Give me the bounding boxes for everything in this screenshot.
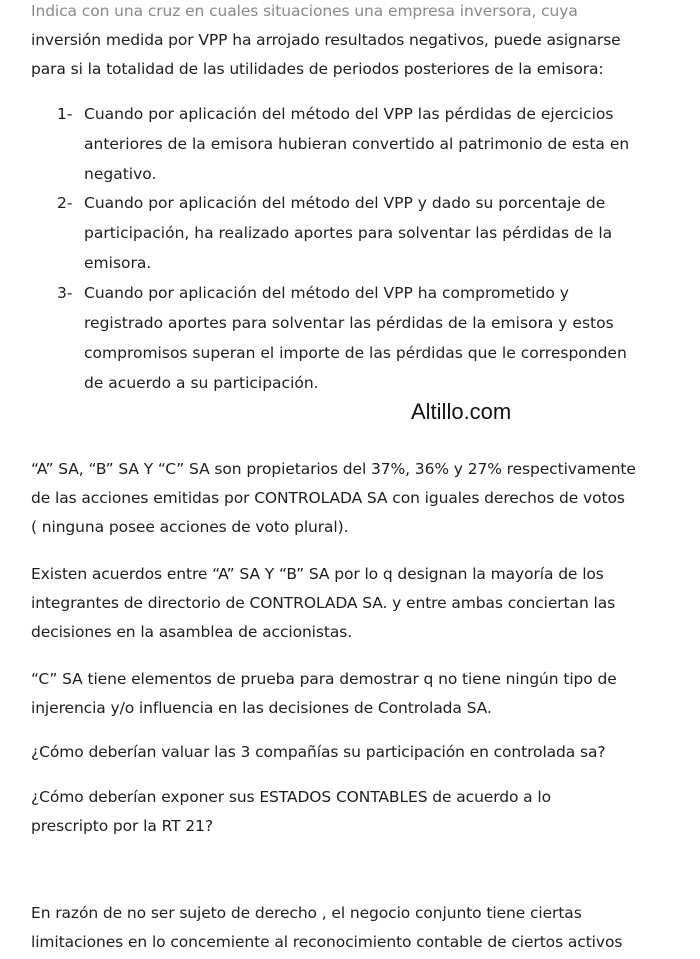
list-line: Cuando por aplicación del método del VPP ha comprometido y (84, 284, 569, 302)
paragraph-line: prescripto por la RT 21? (31, 817, 213, 835)
list-line: Cuando por aplicación del método del VPP las pérdidas de ejercicios (84, 105, 614, 123)
list-number: 2- (57, 194, 73, 212)
paragraph-line: decisiones en la asamblea de accionistas. (31, 623, 353, 641)
question-paragraph (31, 783, 696, 841)
intro-line: Indica con una cruz en cuales situaciones una empresa inversora, cuya (31, 2, 578, 20)
paragraph-line: ( ninguna posee acciones de voto plural). (31, 518, 349, 536)
paragraph-line: “C” SA tiene elementos de prueba para demostrar q no tiene ningún tipo de (31, 670, 617, 688)
intro-line: inversión medida por VPP ha arrojado resultados negativos, puede asignarse (31, 31, 621, 49)
list-line: compromisos superan el importe de las pérdidas que le corresponden (84, 344, 627, 362)
list-line: negativo. (84, 165, 157, 183)
intro-paragraph (31, 0, 696, 84)
paragraph-line: injerencia y/o influencia en las decisiones de Controlada SA. (31, 699, 492, 717)
paragraph-line: ¿Cómo deberían valuar las 3 compañías su participación en controlada sa? (31, 743, 606, 761)
paragraph-line: En razón de no ser sujeto de derecho , el negocio conjunto tiene ciertas (31, 904, 582, 922)
body-paragraph (31, 560, 696, 647)
list-text (84, 99, 629, 189)
list-text (84, 188, 612, 278)
list-line: de acuerdo a su participación. (84, 374, 319, 392)
paragraph-line: integrantes de directorio de CONTROLADA SA. y entre ambas conciertan las (31, 594, 616, 612)
paragraph-line: de las acciones emitidas por CONTROLADA SA con iguales derechos de votos (31, 489, 625, 507)
watermark-text: Altillo.com (411, 399, 512, 424)
list-line: Cuando por aplicación del método del VPP y dado su porcentaje de (84, 194, 606, 212)
paragraph-line: “A” SA, “B” SA Y “C” SA son propietarios del 37%, 36% y 27% respectivamente (31, 460, 636, 478)
list-line: anteriores de la emisora hubieran convertido al patrimonio de esta en (84, 135, 630, 153)
question-paragraph (31, 738, 696, 767)
list-line: registrado aportes para solventar las pérdidas de la emisora y estos (84, 314, 614, 332)
paragraph-line: Existen acuerdos entre “A” SA Y “B” SA por lo q designan la mayoría de los (31, 565, 604, 583)
list-text (84, 278, 627, 398)
list-line: emisora. (84, 254, 152, 272)
paragraph-line: limitaciones en lo concemiente al reconocimiento contable de ciertos activos (31, 933, 623, 951)
list-number: 3- (57, 284, 73, 302)
intro-line: para si la totalidad de las utilidades de periodos posteriores de la emisora: (31, 60, 604, 78)
body-paragraph (31, 455, 696, 542)
paragraph-line: ¿Cómo deberían exponer sus ESTADOS CONTABLES de acuerdo a lo (31, 788, 552, 806)
list-line: participación, ha realizado aportes para solventar las pérdidas de la (84, 224, 613, 242)
list-number: 1- (57, 105, 73, 123)
body-paragraph (31, 665, 696, 723)
body-paragraph (31, 899, 696, 957)
